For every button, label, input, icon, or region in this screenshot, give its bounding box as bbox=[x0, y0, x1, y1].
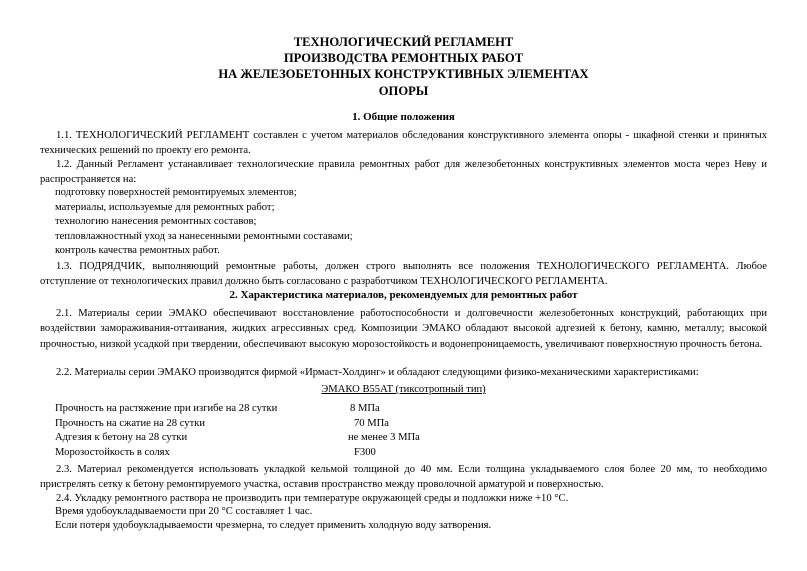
title-line-4: ОПОРЫ bbox=[378, 83, 429, 98]
product-subheading: ЭМАКО B55AT (тиксотропный тип) bbox=[321, 384, 486, 395]
property-value: F300 bbox=[354, 447, 376, 458]
title-line-3: НА ЖЕЛЕЗОБЕТОННЫХ КОНСТРУКТИВНЫХ ЭЛЕМЕНТАХ bbox=[218, 67, 589, 82]
property-name: Адгезия к бетону на 28 сутки bbox=[55, 432, 188, 443]
paragraph-1-3: 1.3. ПОДРЯДЧИК, выполняющий ремонтные работы, должен строго выполнять все положения ТЕХНОЛОГИЧЕСКОГО РЕГЛАМЕНТА. Любое отступление от технологических правил должно быть согласовано с разработчиком ТЕХНОЛОГИЧЕСКОГО РЕГЛАМЕНТА. bbox=[40, 261, 767, 288]
list-item: материалы, используемые для ремонтных работ; bbox=[55, 202, 275, 213]
property-name: Прочность на растяжение при изгибе на 28 сутки bbox=[55, 403, 278, 414]
property-name: Прочность на сжатие на 28 сутки bbox=[55, 418, 206, 429]
list-item: контроль качества ремонтных работ. bbox=[55, 245, 220, 256]
paragraph-1-2: 1.2. Данный Регламент устанавливает технологические правила ремонтных работ для железобетонных конструктивных элементов моста через Неву и распространяется на: bbox=[40, 159, 767, 186]
paragraph-2-2: 2.2. Материалы серии ЭМАКО производятся фирмой «Ирмаст-Холдинг» и обладают следующими физико-механическими характеристиками: bbox=[56, 367, 699, 378]
paragraph-2-4: 2.4. Укладку ремонтного раствора не производить при температуре окружающей среды и подложки ниже +10 °С. bbox=[56, 493, 569, 504]
paragraph-2-3: 2.3. Материал рекомендуется использовать укладкой кельмой толщиной до 40 мм. Если толщина укладываемого слоя более 20 мм, то необходимо пристрелять сетку к бетону ремонтируемого участка, оставив пространство между проволочной арматурой и поверхностью. bbox=[40, 464, 767, 491]
list-item: подготовку поверхностей ремонтируемых элементов; bbox=[55, 187, 297, 198]
title-line-1: ТЕХНОЛОГИЧЕСКИЙ РЕГЛАМЕНТ bbox=[293, 35, 514, 49]
property-name: Морозостойкость в солях bbox=[55, 447, 170, 458]
paragraph-1-1: 1.1. ТЕХНОЛОГИЧЕСКИЙ РЕГЛАМЕНТ составлен с учетом материалов обследования конструктивного элемента опоры - шкафной стенки и принятых технических решений по проекту его ремонта. bbox=[40, 130, 767, 157]
property-value: 8 МПа bbox=[350, 403, 380, 414]
title-line-2: ПРОИЗВОДСТВА РЕМОНТНЫХ РАБОТ bbox=[283, 51, 524, 66]
list-item: тепловлажностный уход за нанесенными ремонтными составами; bbox=[55, 231, 353, 242]
property-value: 70 МПа bbox=[354, 418, 390, 429]
section-2-heading: 2. Характеристика материалов, рекомендуемых для ремонтных работ bbox=[229, 289, 578, 301]
list-item: технологию нанесения ремонтных составов; bbox=[55, 216, 257, 227]
section-1-heading: 1. Общие положения bbox=[352, 111, 455, 123]
property-value: не менее 3 МПа bbox=[348, 432, 420, 443]
paragraph-2-4-line-b: Если потеря удобоукладываемости чрезмерна, то следует применить холодную воду затворения. bbox=[55, 520, 492, 531]
paragraph-2-1: 2.1. Материалы серии ЭМАКО обеспечивают восстановление работоспособности и долговечности железобетонных конструкций, работающих при воздействии замораживания-оттаивания, жидких агрессивных сред. Композиции ЭМАКО обладают высокой адгезией к бетону, камню, металлу; высокой прочностью, низкой усадкой при твердении, обеспечивают высокую морозостойкость и водонепроницаемость, увеличивают поверхностную прочность бетона. bbox=[40, 308, 767, 350]
document-title bbox=[0, 34, 807, 99]
paragraph-2-4-line-a: Время удобоукладываемости при 20 °С составляет 1 час. bbox=[55, 506, 313, 517]
